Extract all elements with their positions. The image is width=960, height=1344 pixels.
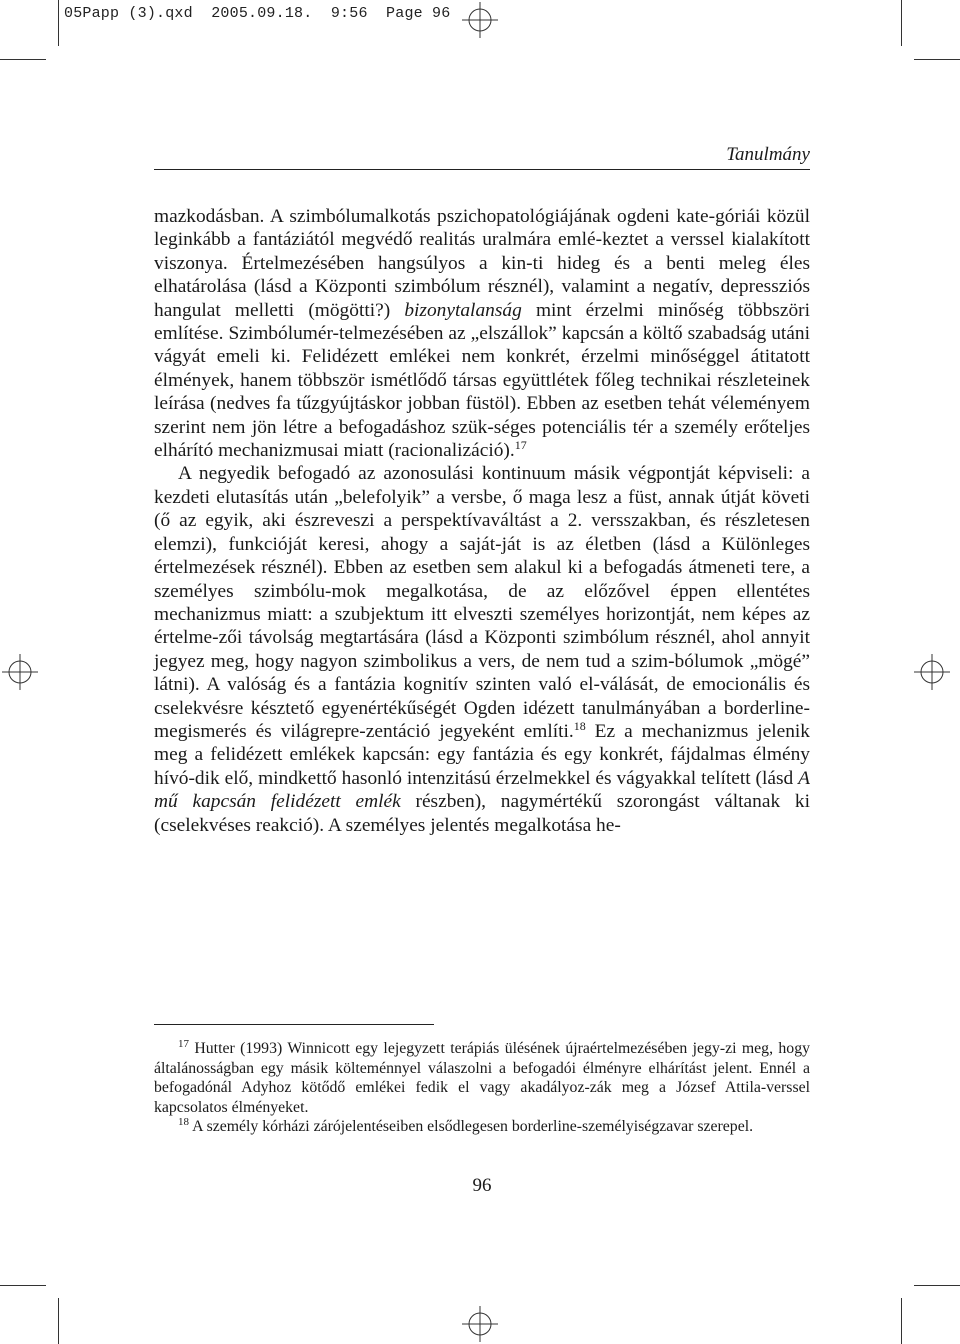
crop-mark-icon xyxy=(914,1285,960,1286)
crop-mark-icon xyxy=(58,1298,59,1344)
crop-mark-icon xyxy=(58,0,59,46)
body-text xyxy=(154,205,810,837)
crop-mark-icon xyxy=(901,0,902,46)
crop-mark-icon xyxy=(914,59,960,60)
footnote-rule xyxy=(154,1024,434,1025)
registration-mark-icon xyxy=(914,654,950,690)
crop-mark-icon xyxy=(901,1298,902,1344)
slug-line: 05Papp (3).qxd 2005.09.18. 9:56 Page 96 xyxy=(64,5,451,22)
running-header: Tanulmány xyxy=(726,144,810,165)
footnote-18: $^{18}$ A személy kórházi zárójelentéseiben elsődlegesen borderline-személyiségzavar szerepel. xyxy=(178,1116,754,1136)
footnote-17: $^{17}$ Hutter (1993) Winnicott egy lejegyzett terápiás ülésének újraértelmezésében jegy-zi meg, hogy általánosságban egy másik költeménnyel válaszolni a befogadói élményre elhárítást jelent. Ennél a befogadónál Adyhoz kötődő emlékei fedik el vagy akadályoz-zák meg a József Attila-verssel kapcsolatos élményeket. xyxy=(154,1038,810,1116)
page-number: 96 xyxy=(472,1175,492,1196)
footnotes xyxy=(154,1039,810,1137)
header-rule xyxy=(154,169,810,170)
registration-mark-icon xyxy=(462,1306,498,1342)
registration-mark-icon xyxy=(462,2,498,38)
crop-mark-icon xyxy=(0,1285,46,1286)
paragraph: A negyedik befogadó az azonosulási kontinuum másik végpontját képviseli: a kezdeti elutasítás után „belefolyik” a versbe, ő maga lesz a füst, annak útját követi (ő az egyik, aki észreveszi a perspektívaváltást a 2. versszakban, és részletesen elemzi), funkcióját keresi, ahogy a saját-ját is az életben (lásd a Különleges értelmezések résznél). Ebben az esetben sem alakul ki a befogadás átmeneti tere, a személyes szimbólu-mok megalkotása, de az előzővel éppen ellentétes mechanizmus miatt: a szubjektum itt elveszti személyes horizontját, nem képes az értelme-zői távolság megtartására (lásd a Központi szimbólum résznél, ahol annyit jegyez meg, hogy nagyon szimbolikus a vers, de nem tud a szim-bólumok „mögé” látni). A valóság és a fantázia kognitív szinten való el-válását, de emocionális és cselekvésre késztető egyenértékűségét Ogden idézett tanulmányában a borderline-megismerés és világrepre-zentáció jegyeként említi.$^{18}$ Ez a mechanizmus jelenik meg a felidézett emlékek kapcsán: egy fantázia és egy konkrét, fájdalmas élmény hívó-dik elő, mindkettő hasonló intenzitású érzelmekkel és vágyakkal telített (lásd A mű kapcsán felidézett emlék részben), nagymértékű szorongást váltanak ki (cselekvéses reakció). A személyes jelentés megalkotása he- xyxy=(154,463,810,836)
paragraph: mazkodásban. A szimbólumalkotás pszichopatológiájának ogdeni kate-góriái közül leginkább a fantáziától megvédő realitás uralmára emlé-keztet a verssel kialakított viszonya. Értelmezésében hangsúlyos a kin-ti hideg és a benti meleg éles elhatárolása (lásd a Központi szimbólum résznél), valamint a negatív, depressziós hangulat melletti (mögötti?) bizonytalanság mint érzelmi minőség többszöri említése. Szimbólumér-telmezésében az „elszállok” kapcsán a költő szabadság utáni vágyát emeli ki. Felidézett emlékei nem konkrét, érzelmi minőséggel átitatott élmények, hanem többször ismétlődő társas együttlétek főleg technikai részleteinek leírása (nedves fa tűzgyújtáskor jobban füstöl). Ebben az esetben tehát véleményem szerint nem jön létre a befogadáshoz szük-séges potenciális tér a személy erőteljes elhárító mechanizmusai miatt (racionalizáció).$^{17}$ xyxy=(154,206,810,462)
crop-mark-icon xyxy=(0,59,46,60)
registration-mark-icon xyxy=(2,654,38,690)
